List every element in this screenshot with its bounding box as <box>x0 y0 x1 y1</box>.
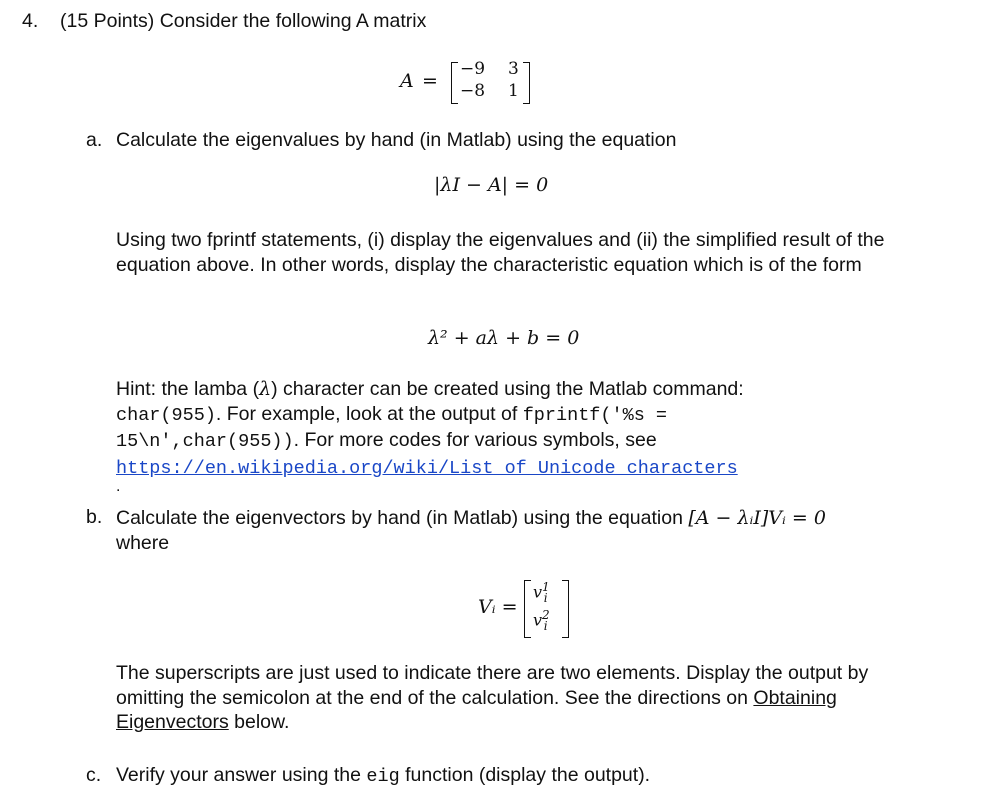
matrix-cell: −8 <box>460 81 486 101</box>
part-c-text-post: function (display the output). <box>399 764 651 786</box>
vector-entry: $v^1_i$ <box>533 580 550 605</box>
characteristic-equation: |λI − A| = 0 <box>434 174 549 196</box>
vector-vi <box>478 578 618 640</box>
vector-right-bracket <box>562 580 569 638</box>
part-c-text-pre: Verify your answer using the <box>116 764 367 786</box>
hint-text: Hint: the lamba ( <box>116 378 260 400</box>
matrix-cell: 3 <box>508 59 519 79</box>
matrix-cell: 1 <box>508 81 519 101</box>
part-a-text: Calculate the eigenvalues by hand (in Matlab) using the equation <box>116 129 677 151</box>
vector-left-bracket <box>524 580 531 638</box>
part-a-label: a. <box>86 129 103 151</box>
matrix-cell: −9 <box>460 59 486 79</box>
vector-entry: $v^2_i$ <box>533 608 550 633</box>
characteristic-form-equation: λ² + aλ + b = 0 <box>428 327 580 349</box>
part-b-paragraph <box>116 661 936 735</box>
part-a-paragraph: Using two fprintf statements, (i) display the eigenvalues and (ii) the simplified result of the equation above. In other words, display the characteristic equation which is of the form <box>116 229 885 276</box>
obtaining-eigenvectors-link[interactable]: Obtaining Eigenvectors <box>116 686 837 733</box>
part-c-text <box>116 764 650 787</box>
code-fprintf-cont: 15\n',char(955)) <box>116 431 294 452</box>
problem-number: 4. <box>22 10 39 32</box>
lambda-symbol: λ <box>259 378 272 400</box>
unicode-link[interactable]: https://en.wikipedia.org/wiki/List_of_Unicode_characters <box>116 457 738 479</box>
matrix-a-name: A <box>400 70 414 92</box>
part-b-text-block <box>116 506 936 555</box>
hint-line-1 <box>116 377 946 402</box>
part-b-where: where <box>116 531 170 554</box>
matrix-left-bracket <box>451 62 458 104</box>
matrix-a <box>400 58 560 110</box>
matrix-a-equals: = <box>422 70 438 92</box>
hint-block <box>116 377 946 481</box>
hint-line-2 <box>116 402 946 429</box>
code-fprintf: fprintf('%s = <box>522 404 668 426</box>
hint-text: . For more codes for various symbols, see <box>293 429 657 451</box>
hint-text: . For example, look at the output of <box>215 402 523 425</box>
hint-text: ) character can be created using the Matlab command: <box>271 378 744 400</box>
matrix-right-bracket <box>523 62 530 104</box>
code-eig: eig <box>366 766 400 787</box>
stray-dot: . <box>116 478 121 495</box>
problem-header: (15 Points) Consider the following A matrix <box>60 10 427 32</box>
hint-line-4 <box>116 455 946 482</box>
code-char-955: char(955) <box>116 404 216 426</box>
hint-line-3 <box>116 428 946 455</box>
eigenvector-equation: [A − λᵢI]Vᵢ = 0 <box>688 507 826 529</box>
part-b-para-text: The superscripts are just used to indicate there are two elements. Display the output by omitting the semicolon at the end of the calculation. See the directions on <box>116 662 869 709</box>
part-b-label: b. <box>86 506 103 528</box>
part-c-label: c. <box>86 764 102 786</box>
vector-lhs: Vᵢ = <box>478 596 518 618</box>
part-b-text: Calculate the eigenvectors by hand (in Matlab) using the equation <box>116 507 683 529</box>
part-b-after-link: below. <box>228 711 290 733</box>
